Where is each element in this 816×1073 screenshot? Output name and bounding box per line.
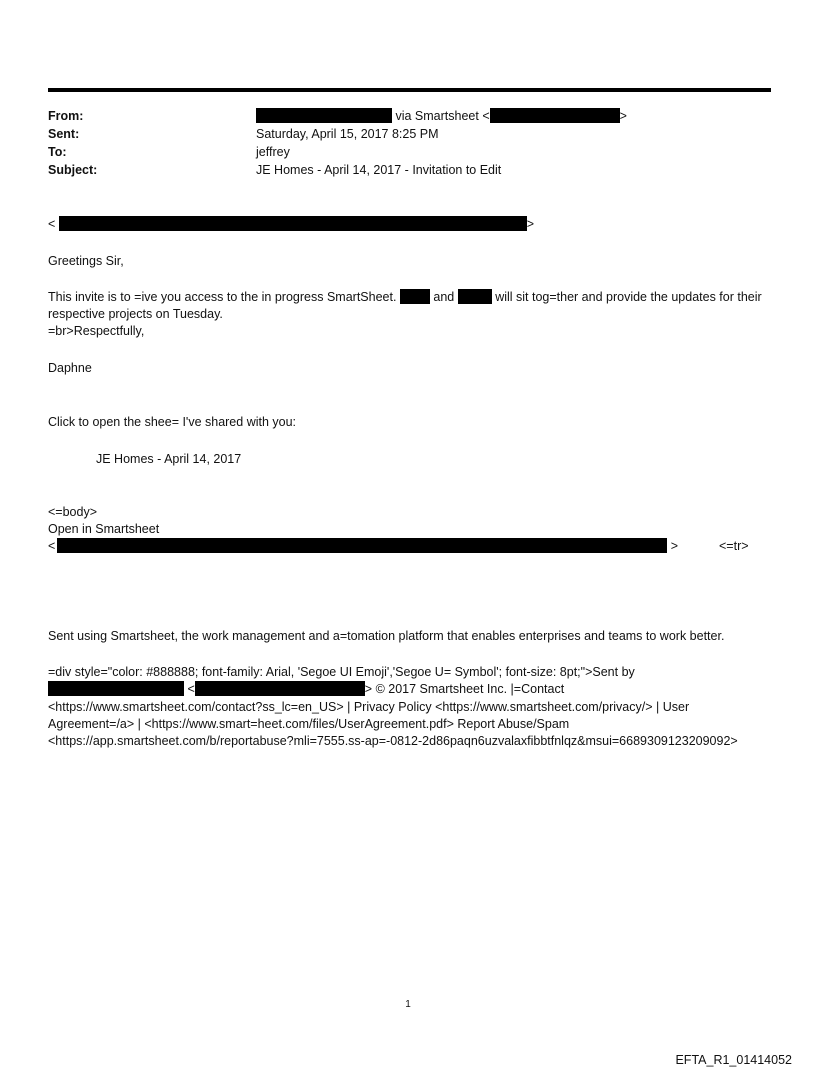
- copyright-text: > © 2017 Smartsheet Inc. |=Contact: [364, 682, 565, 696]
- redaction-bar: [490, 108, 620, 123]
- invite-text-2: will sit tog=ther and provide the updates for their respective projects on Tuesday.: [48, 290, 762, 321]
- invite-and: and: [429, 290, 458, 304]
- redaction-bar: [195, 681, 365, 696]
- greeting: Greetings Sir,: [48, 254, 124, 268]
- redacted-url-line: [48, 538, 678, 555]
- sheet-link[interactable]: JE Homes - April 14, 2017: [96, 452, 242, 466]
- header-rule: [48, 88, 771, 92]
- redaction-bar: [57, 538, 667, 553]
- to-label: To:: [48, 145, 67, 159]
- from-end-bracket: >: [619, 109, 627, 123]
- email-header: [48, 108, 768, 180]
- redaction-bar: [256, 108, 392, 123]
- redaction-bar: [458, 289, 492, 304]
- subject-row: [48, 162, 768, 180]
- footer-links: <https://www.smartsheet.com/contact?ss_lc=en_US> | Privacy Policy <https://www.smartsheet.com/privacy/> | User Agreement=/a> | <https://www.smart=heet.com/files/UserAgreement.pdf> Report Abuse/Spam <https://app.smartsheet.com/b/reportabuse?mli=7555.ss-ap=-0812-2d86paqn6uzvalaxfibbtfnlqz&msui=6689309123209092>: [48, 700, 738, 748]
- from-via-text: via Smartsheet <: [392, 109, 490, 123]
- close-bracket: >: [670, 539, 679, 553]
- redacted-link-line: [48, 216, 534, 233]
- body-tag-line: <=body>: [48, 505, 98, 519]
- invite-text-1: This invite is to =ive you access to the in progress SmartSheet.: [48, 290, 400, 304]
- page-number: 1: [405, 999, 411, 1010]
- open-in-smartsheet[interactable]: Open in Smartsheet: [48, 522, 160, 536]
- subject-label: Subject:: [48, 163, 98, 177]
- tr-tag: <=tr>: [719, 539, 749, 553]
- div-style-line: =div style="color: #888888; font-family: Arial, 'Segoe UI Emoji','Segoe U= Symbol'; font-size: 8pt;">Sent by: [48, 665, 635, 679]
- open-bracket: <: [48, 539, 56, 553]
- close-bracket: >: [526, 217, 535, 231]
- click-open-line: Click to open the shee= I've shared with you:: [48, 415, 297, 429]
- bates-number: EFTA_R1_01414052: [675, 1053, 792, 1067]
- sent-value: Saturday, April 15, 2017 8:25 PM: [256, 127, 439, 141]
- invite-paragraph: [48, 289, 768, 323]
- signature: Daphne: [48, 361, 92, 375]
- open-bracket: <: [187, 682, 195, 696]
- open-bracket: <: [48, 217, 56, 231]
- from-row: [48, 108, 768, 126]
- redaction-bar: [48, 681, 184, 696]
- to-row: [48, 144, 768, 162]
- to-value: jeffrey: [256, 145, 290, 159]
- sent-label: Sent:: [48, 127, 80, 141]
- from-value: [256, 108, 768, 126]
- sent-using-paragraph: Sent using Smartsheet, the work management and a=tomation platform that enables enterprises and teams to work better.: [48, 629, 725, 643]
- sent-by-line: [48, 681, 564, 698]
- respectfully-line: =br>Respectfully,: [48, 324, 145, 338]
- subject-value: JE Homes - April 14, 2017 - Invitation to Edit: [256, 163, 502, 177]
- redaction-bar: [59, 216, 527, 231]
- from-label: From:: [48, 109, 84, 123]
- sent-row: [48, 126, 768, 144]
- redaction-bar: [400, 289, 430, 304]
